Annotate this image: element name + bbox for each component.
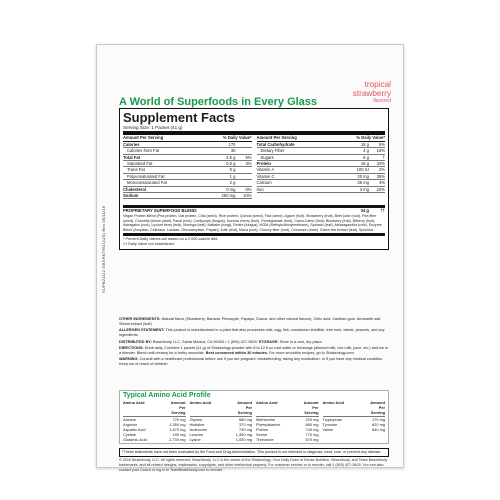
amino-amount: 880 mg	[305, 421, 319, 427]
nutrient-amount: 8 g	[363, 154, 369, 160]
amino-header-amount: Amount Per Serving	[370, 400, 385, 416]
lot-code: SUPB21112 GBSHKTRO1(US) Rev 05/11/16	[101, 205, 106, 293]
nutrient-dv: 5%	[378, 141, 385, 147]
nutrient-dv: 5%	[245, 154, 252, 160]
nutrient-dv: 0%	[245, 186, 252, 192]
nutrient-dv: 10%	[243, 193, 252, 199]
amino-amount: 720 mg	[172, 416, 186, 422]
amino-amount: 2,700 mg	[169, 437, 186, 443]
label-text	[119, 317, 389, 369]
flavor-line-3: flavored	[373, 98, 391, 104]
fda-disclaimer: *These statements have not been evaluated by the Food and Drug Administration. This product is not intended to diagnose, treat, cure, or prevent any disease.	[119, 448, 389, 457]
amino-amount: 730 mg	[239, 427, 252, 433]
nutrient-amount: 3 mg	[359, 186, 369, 192]
footnote-dv: * Percent Daily Values are based on a 2,000-calorie diet.	[123, 237, 219, 242]
amino-row	[123, 437, 186, 442]
amino-name: Glycine	[189, 416, 203, 422]
amino-amount: 1,670 mg	[169, 427, 186, 433]
amino-header	[323, 400, 386, 417]
proprietary-blend	[123, 205, 385, 232]
amino-amount: 370 mg	[239, 421, 252, 427]
nutrient-dv: 20%	[376, 186, 385, 192]
nutrient-dv: 35%	[376, 173, 385, 179]
amino-header	[256, 400, 319, 417]
flavor-line-2: strawberry	[352, 88, 391, 98]
amino-name: Leucine	[189, 432, 204, 438]
amino-name: Isoleucine	[189, 427, 208, 433]
nutrient-amount: 1 g	[229, 173, 236, 179]
nutrient-name: Sugars	[260, 154, 274, 160]
amino-column	[190, 400, 253, 443]
nutrient-dv: 3%	[245, 161, 252, 167]
amino-amount: 190 mg	[172, 432, 186, 438]
amino-amount: 770 mg	[305, 432, 319, 438]
amino-column	[123, 400, 186, 443]
nutrient-name: Total Carbohydrate	[256, 141, 295, 147]
amino-name: Valine	[322, 427, 334, 433]
amino-column	[256, 400, 319, 443]
supplement-packet	[96, 44, 404, 472]
nutrient-name: Total Fat	[123, 154, 141, 160]
amino-amount: 220 mg	[305, 416, 319, 422]
nutrient-name: Sodium	[123, 193, 139, 199]
directions: DIRECTIONS: Drink daily. Combine 1 packet (41 g) of Shakeology powder with 8 to 12 fl oz cold water or beverage (almond milk, rice milk, juice, etc.) and ice in a blender. Blend until creamy for a frothy smoothie. Best consumed within 30 minutes. For more smoothie recipes, go to Shakeology.com.	[119, 346, 389, 355]
nutrient-amount: 30	[230, 148, 236, 154]
amino-name: Methionine	[256, 416, 276, 422]
supplement-facts-panel	[119, 108, 389, 250]
serving-size: Serving Size: 1 Packet (41 g)	[123, 125, 385, 135]
amino-name: Lysine	[189, 437, 201, 443]
nutrient-name: Protein	[256, 161, 271, 167]
nutrient-name: Vitamin C	[256, 173, 275, 179]
amino-acid-profile	[119, 390, 389, 444]
distributor: DISTRIBUTED BY: Beachbody LLC, Santa Monica, CA 90404 • 1 (800) 427-3609. STORAGE: Store in a cool, dry place.	[119, 339, 323, 344]
blend-ingredients: Vegan Protein Blend (Pea protein, Oat protein, Chia (seed), Rice protein, Quinoa (seed), Flax (seed), Agave (fruit), Strawberry (fruit), Beet juice (root), Pea fiber (seed), Chlorella (whole plant), Pacai (root), Cordyceps (fungus), Acerola cherry (fruit), Pomegranate (fruit), Camu-Camu (fruit), Blueberry (fruit), Bilberry (fruit), Astragalus (root), Lycium berry (fruit), Moringa (leaf), Maitake (fungi), Reishi (fungus), MGM (Methylsulfonylmethane), Spinach (leaf), Ashwagandha (root), Enzyme Blend (Amylase, Cellulase, Lactase, Glucoamylase, Papain), Kale (leaf), Maca (root), Chicory fiber (root), Cinnamon (bark), Green tea extract (leaf), Spirulina.	[123, 214, 382, 232]
nutrient-dv: 4%	[378, 180, 385, 186]
amino-name: Serine	[256, 432, 268, 438]
amino-amount: 680 mg	[239, 416, 252, 422]
amino-title: Typical Amino Acid Profile	[123, 392, 211, 399]
amino-header-name: Amino Acid	[189, 400, 211, 405]
nutrient-row	[257, 187, 386, 193]
nutrient-name: Cholesterol	[123, 186, 147, 192]
nutrient-name: Polyunsaturated Fat	[127, 173, 165, 179]
facts-right-header: Amount Per Serving % Daily Value*	[256, 135, 385, 141]
nutrient-amount: 250 mg	[221, 193, 236, 199]
amino-row	[256, 437, 319, 442]
flavor-line-1: tropical	[364, 80, 391, 89]
nutrient-amount: 16 g	[360, 161, 369, 167]
nutrient-dv: †	[382, 154, 385, 160]
nutrient-dv	[236, 167, 252, 172]
blend-dv: ††	[380, 208, 385, 214]
amino-amount: 570 mg	[305, 437, 319, 443]
nutrient-amount: 20 mg	[357, 173, 369, 179]
amino-row	[323, 427, 386, 432]
amino-header-amount: Amount Per Serving	[237, 400, 252, 416]
amino-header-amount: Amount Per Serving	[303, 400, 319, 416]
nutrient-name: Calcium	[256, 180, 272, 186]
nutrient-dv	[236, 174, 252, 179]
nutrient-name: Calories from Fat	[127, 148, 160, 154]
allergen-statement: ALLERGEN STATEMENT: This product is manufactured in a plant that also processes milk, egg, fish, crustacean shellfish, tree nuts, wheat, peanuts, and soy ingredients.	[119, 328, 385, 338]
amino-header-name: Amino Acid	[123, 400, 145, 405]
nutrient-dv	[236, 180, 252, 185]
amino-name: Tyrosine	[322, 421, 338, 427]
nutrient-amount: 100 IU	[356, 167, 369, 173]
amino-amount: 1,050 mg	[235, 437, 252, 443]
facts-footnotes	[123, 233, 385, 247]
amino-header-amount: Amount Per Serving	[170, 400, 186, 416]
nutrient-name: Dietary Fiber	[260, 148, 285, 154]
footnote-nodv: †† Daily Value not established.	[123, 242, 175, 247]
nutrient-dv: 32%	[376, 161, 385, 167]
amino-name: Tryptophan	[322, 416, 343, 422]
nutrient-dv	[236, 148, 252, 153]
amino-name: Cystine	[123, 432, 136, 438]
amino-amount: 740 mg	[305, 427, 319, 433]
nutrient-row	[123, 193, 252, 199]
nutrient-amount: 0 g	[229, 167, 236, 173]
nutrient-dv: 2%	[378, 167, 385, 173]
nutrient-name: Calories	[123, 141, 140, 147]
nutrient-dv	[236, 142, 252, 147]
nutrient-name: Trans Fat	[127, 167, 145, 173]
facts-left-header: Amount Per Serving % Daily Value*	[123, 135, 252, 141]
amino-header	[190, 400, 253, 417]
blend-amount: 34 g	[360, 208, 369, 214]
amino-name: Glutamic Acid	[123, 437, 147, 443]
amino-name: Aspartic Acid	[123, 427, 146, 433]
amino-header-name: Amino Acid	[322, 400, 344, 405]
amino-name: Histidine	[189, 421, 205, 427]
amino-header	[123, 400, 186, 417]
nutrient-amount: 35 mg	[357, 180, 369, 186]
amino-amount: 620 mg	[372, 421, 385, 427]
amino-amount: 170 mg	[372, 416, 385, 422]
amino-amount: 1,350 mg	[169, 421, 186, 427]
amino-amount: 840 mg	[372, 427, 385, 433]
nutrient-amount: 2 g	[229, 180, 236, 186]
amino-name: Phenylalanine	[256, 421, 281, 427]
amino-name: Arginine	[123, 421, 138, 427]
blend-name: PROPRIETARY SUPERFOOD BLEND:	[123, 208, 198, 214]
copyright-notice: © 2016 Beachbody, LLC. All rights reserved. Beachbody, LLC is the owner of the Shakeology, Your Daily Dose of Dense Nutrition, Beachbody, and Team Beachbody trademarks, and all related designs, trademarks, copyrights, and other intellectual property. For customer service or to reorder, call 1 (800) 427-3609. You can also contact your Coach or log in to TeamBeachbody.com to reorder.	[119, 458, 388, 472]
nutrient-amount: 0.5 g	[226, 161, 236, 167]
amino-amount: 1,350 mg	[235, 432, 252, 438]
amino-column	[323, 400, 386, 443]
facts-right-column	[257, 135, 386, 199]
other-ingredients: OTHER INGREDIENTS: Natural flavor (Strawberry, Banana, Pineapple, Papaya, Guava, and other natural flavors), Citric acid, Xanthan gum, Amaranth salt, Stevia extract (leaf).	[119, 317, 382, 326]
amino-table	[123, 400, 385, 443]
nutrient-dv: 16%	[376, 148, 385, 154]
nutrient-amount: 0 mg	[226, 186, 236, 192]
amino-name: Threonine	[256, 437, 274, 443]
amino-name: Proline	[256, 427, 269, 433]
amino-row	[190, 437, 253, 442]
nutrient-name: Iron	[256, 186, 264, 192]
nutrient-amount: 4 g	[363, 148, 369, 154]
nutrient-amount: 15 g	[360, 141, 369, 147]
facts-title: Supplement Facts	[123, 110, 235, 125]
warning: WARNING: Consult with a healthcare professional before use if you are pregnant, breastfeeding, taking any medication, or if you have any medical condition. Keep out of reach of children.	[119, 357, 384, 367]
nutrient-amount: 3.5 g	[226, 154, 236, 160]
nutrient-name: Monounsaturated Fat	[127, 180, 167, 186]
nutrient-amount: 170	[228, 141, 236, 147]
amino-name: Alanine	[123, 416, 136, 422]
amino-header-name: Amino Acid	[256, 400, 278, 405]
nutrient-name: Saturated Fat	[127, 161, 153, 167]
nutrient-name: Vitamin A	[256, 167, 275, 173]
facts-left-column	[123, 135, 252, 199]
headline: A World of Superfoods in Every Glass	[119, 96, 318, 108]
